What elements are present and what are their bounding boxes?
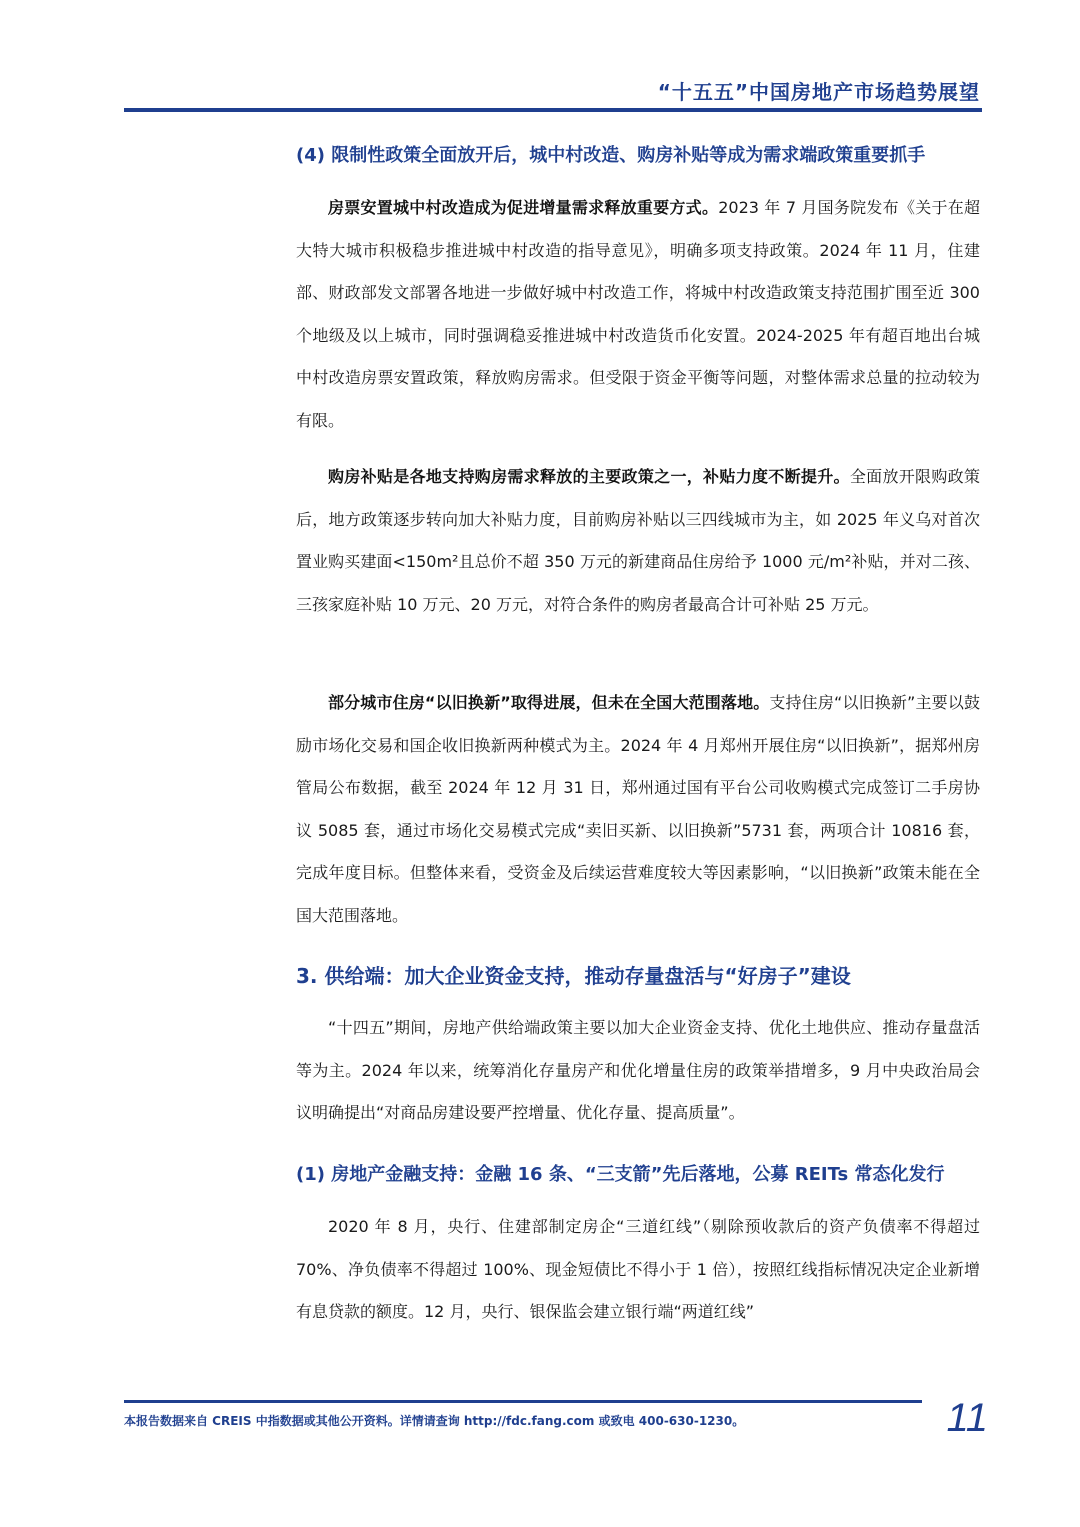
page-number: 11 bbox=[946, 1396, 988, 1440]
header-divider bbox=[124, 108, 982, 112]
footer-note: 本报告数据来自 CREIS 中指数据或其他公开资料。详情请查询 http://fdc.fang.com 或致电 400-630-1230。 bbox=[124, 1414, 745, 1428]
paragraph-lead: 部分城市住房“以旧换新”取得进展，但未在全国大范围落地。 bbox=[328, 693, 770, 712]
paragraph-body: 2020 年 8 月，央行、住建部制定房企“三道红线”（剔除预收款后的资产负债率不得超过 70%、净负债率不得超过 100%、现金短债比不得小于 1 倍），按照红线指标情况决定企业新增有息贷款的额度。12 月，央行、银保监会建立银行端“两道红线” bbox=[296, 1217, 980, 1321]
paragraph-body: 2023 年 7 月国务院发布《关于在超大特大城市积极稳步推进城中村改造的指导意见》，明确多项支持政策。2024 年 11 月，住建部、财政部发文部署各地进一步做好城中村改造工作，将城中村改造政策支持范围扩围至近 300 个地级及以上城市，同时强调稳妥推进城中村改造货币化安置。2024-2025 年有超百地出台城中村改造房票安置政策，释放购房需求。但受限于资金平衡等问题，对整体需求总量的拉动较为有限。 bbox=[296, 198, 980, 430]
paragraph-subsidy bbox=[296, 456, 980, 626]
paragraph-lead: 购房补贴是各地支持购房需求释放的主要政策之一，补贴力度不断提升。 bbox=[328, 467, 850, 486]
footer-divider bbox=[124, 1400, 922, 1403]
paragraph-chengzhongcun bbox=[296, 187, 980, 442]
section-heading-3: 3. 供给端：加大企业资金支持，推动存量盘活与“好房子”建设 bbox=[296, 964, 851, 988]
paragraph-lead: 房票安置城中村改造成为促进增量需求释放重要方式。 bbox=[328, 198, 719, 217]
paragraph-body: “十四五”期间，房地产供给端政策主要以加大企业资金支持、优化土地供应、推动存量盘活等为主。2024 年以来，统筹消化存量房产和优化增量住房的政策举措增多，9 月中央政治局会议明确提出“对商品房建设要严控增量、优化存量、提高质量”。 bbox=[296, 1018, 980, 1122]
paragraph-supply-side bbox=[296, 1007, 980, 1135]
paragraph-body: 支持住房“以旧换新”主要以鼓励市场化交易和国企收旧换新两种模式为主。2024 年 4 月郑州开展住房“以旧换新”，据郑州房管局公布数据，截至 2024 年 12 月 31 日，郑州通过国有平台公司收购模式完成签订二手房协议 5085 套，通过市场化交易模式完成“卖旧买新、以旧换新”5731 套，两项合计 10816 套，完成年度目标。但整体来看，受资金及后续运营难度较大等因素影响，“以旧换新”政策未能在全国大范围落地。 bbox=[296, 693, 980, 925]
page-header-title: “十五五”中国房地产市场趋势展望 bbox=[657, 80, 980, 104]
section-heading-1: (1) 房地产金融支持：金融 16 条、“三支箭”先后落地，公募 REITs 常态化发行 bbox=[296, 1164, 945, 1185]
section-heading-4: (4) 限制性政策全面放开后，城中村改造、购房补贴等成为需求端政策重要抓手 bbox=[296, 145, 926, 166]
paragraph-trade-in bbox=[296, 682, 980, 937]
paragraph-three-red-lines bbox=[296, 1206, 980, 1334]
paragraph-body: 全面放开限购政策后，地方政策逐步转向加大补贴力度，目前购房补贴以三四线城市为主，如 2025 年义乌对首次置业购买建面<150m²且总价不超 350 万元的新建商品住房给予 1000 元/m²补贴，并对二孩、三孩家庭补贴 10 万元、20 万元，对符合条件的购房者最高合计可补贴 25 万元。 bbox=[296, 467, 980, 614]
